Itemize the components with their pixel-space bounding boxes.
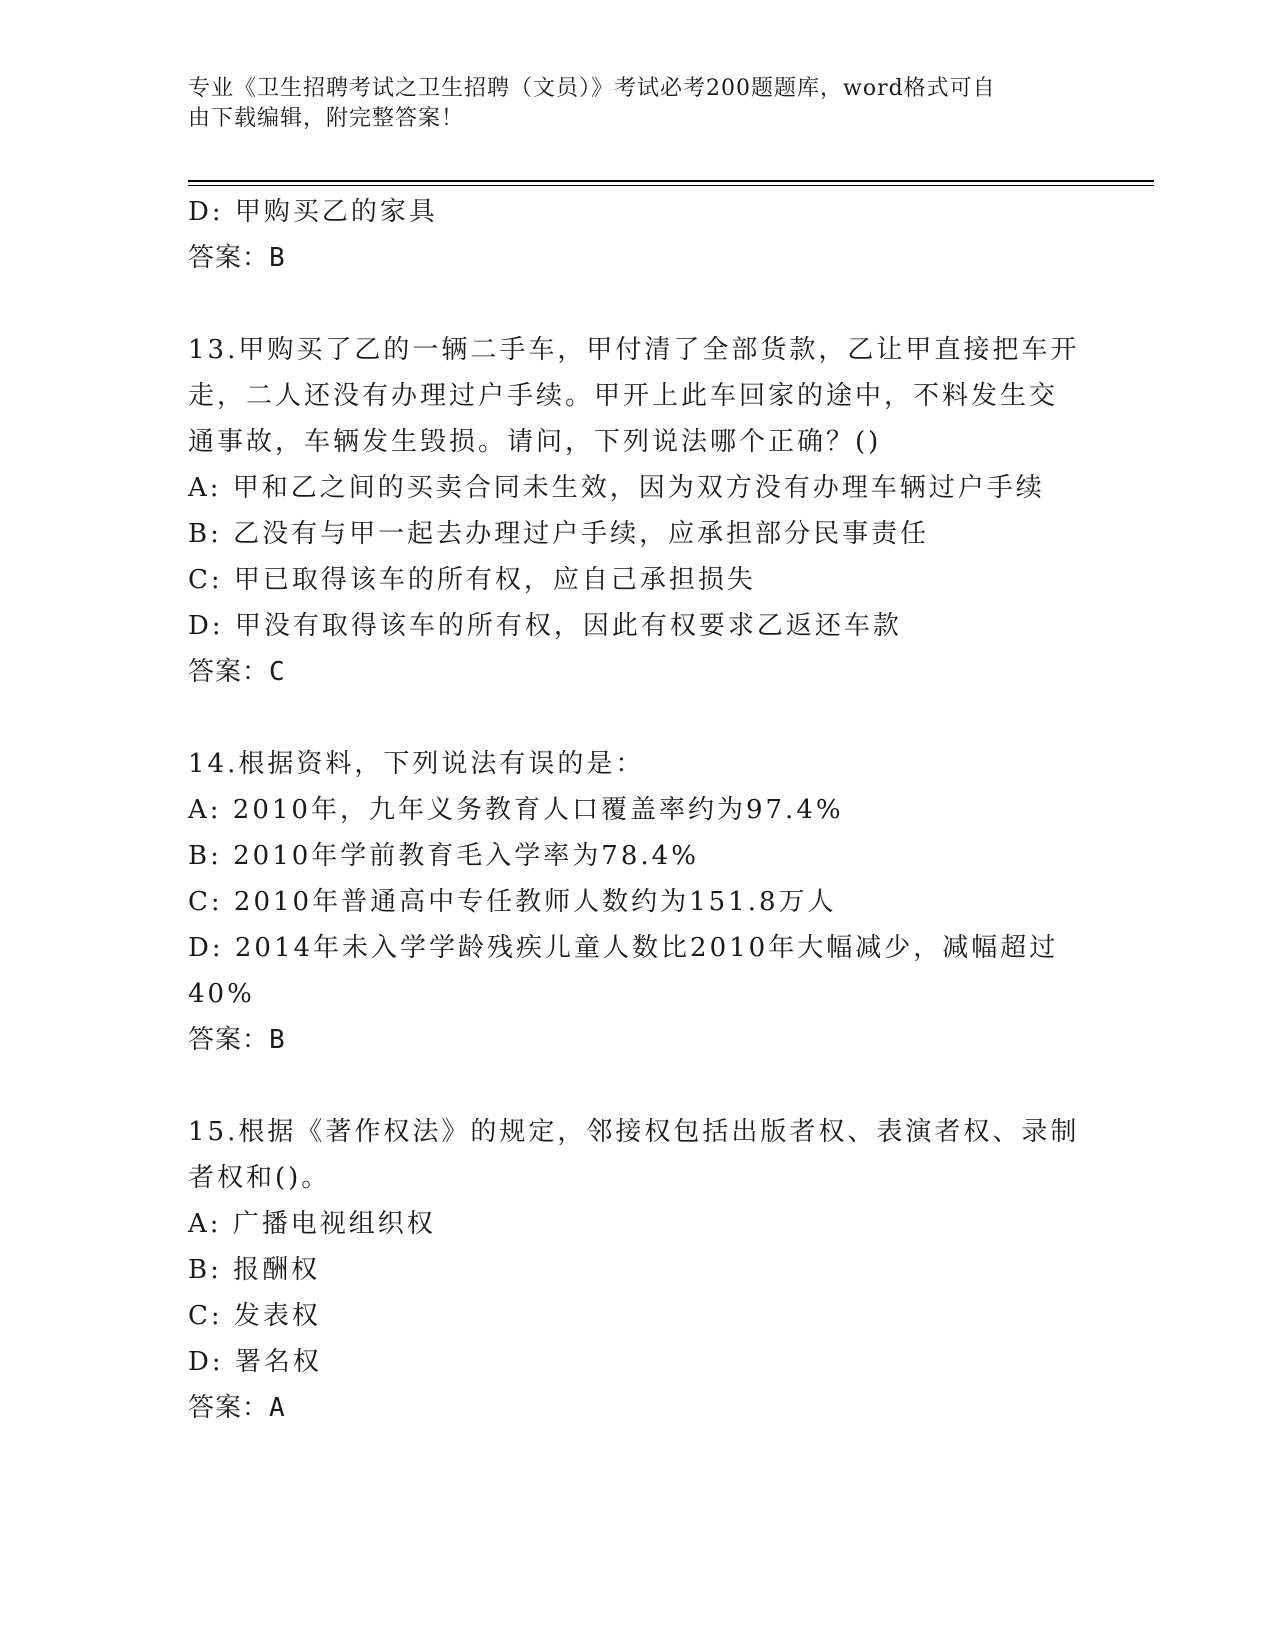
header-divider-thick: [188, 180, 1154, 182]
q14-option-c: C: 2010年普通高中专任教师人数约为151.8万人: [188, 887, 837, 917]
prev-answer: 答案：B: [188, 243, 286, 273]
header-line-2: 由下载编辑，附完整答案！: [188, 106, 465, 131]
q13-answer: 答案：C: [188, 657, 286, 687]
q15-option-b: B: 报酬权: [188, 1255, 321, 1285]
spacer: [188, 695, 1088, 741]
q15-option-d: D: 署名权: [188, 1347, 322, 1377]
q15-stem-line-2: 者权和()。: [188, 1163, 331, 1193]
q14-stem: 14.根据资料，下列说法有误的是：: [188, 749, 645, 779]
q15-option-a: A: 广播电视组织权: [188, 1209, 436, 1239]
header-line-1: 专业《卫生招聘考试之卫生招聘（文员）》考试必考200题题库，word格式可自: [188, 76, 996, 101]
q15-answer: 答案：A: [188, 1393, 286, 1423]
spacer: [188, 281, 1088, 327]
q14-option-d-line-2: 40%: [188, 979, 255, 1009]
header-divider-thin: [188, 185, 1154, 186]
q13-option-b: B: 乙没有与甲一起去办理过户手续，应承担部分民事责任: [188, 519, 930, 549]
q13-option-a: A: 甲和乙之间的买卖合同未生效，因为双方没有办理车辆过户手续: [188, 473, 1045, 503]
spacer: [188, 1063, 1088, 1109]
q13-stem-line-3: 通事故，车辆发生毁损。请问，下列说法哪个正确？(): [188, 427, 882, 457]
prev-option-d: D: 甲购买乙的家具: [188, 197, 438, 227]
q15-stem-line-1: 15.根据《著作权法》的规定，邻接权包括出版者权、表演者权、录制: [188, 1117, 1080, 1147]
q13-stem-line-1: 13.甲购买了乙的一辆二手车，甲付清了全部货款，乙让甲直接把车开: [188, 335, 1080, 365]
q13-stem-line-2: 走，二人还没有办理过户手续。甲开上此车回家的途中，不料发生交: [188, 381, 1059, 411]
q15-option-c: C: 发表权: [188, 1301, 321, 1331]
q14-option-b: B: 2010年学前教育毛入学率为78.4%: [188, 841, 699, 871]
q14-option-d-line-1: D: 2014年未入学学龄残疾儿童人数比2010年大幅减少，减幅超过: [188, 933, 1059, 963]
q13-option-c: C: 甲已取得该车的所有权，应自己承担损失: [188, 565, 756, 595]
q14-option-a: A: 2010年，九年义务教育人口覆盖率约为97.4%: [188, 795, 844, 825]
q14-answer: 答案：B: [188, 1025, 286, 1055]
document-header: [188, 74, 1068, 134]
question-content: [188, 189, 1088, 1431]
q13-option-d: D: 甲没有取得该车的所有权，因此有权要求乙返还车款: [188, 611, 902, 641]
